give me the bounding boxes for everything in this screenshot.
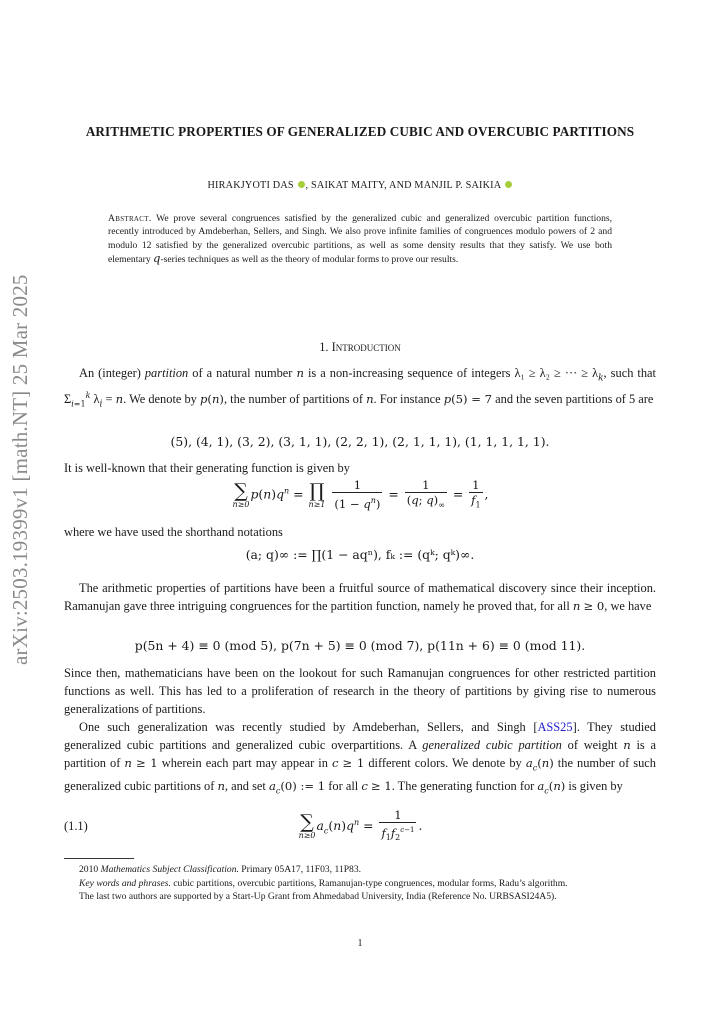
equation-number: (1.1) xyxy=(64,819,88,833)
equation-1-1: ∑ n≥0 $a_c(n)q^n$ = $\frac{1}{f_1f_2^{c-1}}$ . xyxy=(298,808,423,843)
keywords-text: cubic partitions, overcubic partitions, Ramanujan-type congruences, modular forms, Radu’s algorithm. xyxy=(170,877,568,889)
section-number: 1. xyxy=(319,340,329,354)
equation-generating-function: ∑ n≥0 $p(n)q^n$ = ∏ n≥1 $\frac{1}{(1 - q^n)}$ = $\frac{1}{(q; q)_\infty}$ = $\frac{1}{f_1}$ , xyxy=(232,478,489,512)
text-run: The arithmetic properties of partitions have been a fruitful source of mathematical discovery since their inception. Ramanujan gave three intriguing congruences for the partition function, namely he proved that, for all xyxy=(64,581,656,613)
arxiv-identifier: arXiv:2503.19399v1 [math.NT] 25 Mar 2025 xyxy=(8,274,32,665)
text-run: ]. They studied generalized cubic partitions and generalized cubic overpartitions. A xyxy=(64,720,656,752)
text-run: , and set xyxy=(224,779,269,794)
abstract xyxy=(108,212,612,267)
abstract-q: q xyxy=(153,251,161,266)
footnote-msc xyxy=(64,863,656,877)
equation-shorthand: (a; q)∞ := ∏(1 − aqⁿ), fₖ := (qᵏ; qᵏ)∞. xyxy=(245,547,475,562)
text-run: An (integer) xyxy=(79,366,145,380)
text-run: Since then, mathematicians have been on the lookout for such Ramanujan congruences for other restricted partition functions as well. This has led to a proliferation of research in the theory of partitions by giving rise to numerous generalizations of partitions. xyxy=(64,666,656,716)
section-title: Introduction xyxy=(331,340,401,354)
text-run: where we have used the shorthand notations xyxy=(64,525,283,539)
term-partition: partition xyxy=(144,366,189,380)
msc-text: Primary 05A17, 11F03, 11P83. xyxy=(238,864,362,875)
orcid-icon[interactable] xyxy=(298,181,305,188)
text-run: One such generalization was recently studied by Amdeberhan, Sellers, and Singh [ xyxy=(79,720,538,734)
author-line xyxy=(64,180,656,191)
footnote-rule xyxy=(64,858,134,859)
paragraph-since-then xyxy=(64,664,656,718)
text-run: . The generating function for xyxy=(391,779,538,794)
author-name-das: HIRAKJYOTI DAS xyxy=(207,180,294,191)
abstract-text-a: We prove several congruences satisfied by the generalized cubic and generalized overcubic partition functions, recently introduced by Amdeberhan, Sellers, and Singh. We also prove infinite families of congruences modulo powers of 2 and modulo 12 satisfied by the generalized overcubic partitions, as well as some density results that they satisfy. We use both elementary xyxy=(108,213,613,266)
text-run: different colors. We denote by xyxy=(364,756,526,770)
text-run: for all xyxy=(325,779,362,794)
text-run: is a non-increasing sequence of integers λ₁ ≥ λ₂ ≥ ··· ≥ λ xyxy=(303,366,599,380)
text-run: wherein each part may appear in xyxy=(157,756,332,770)
footnotes xyxy=(64,863,656,904)
footnote-keywords xyxy=(64,877,656,891)
keywords-label: Key words and phrases. xyxy=(79,877,171,889)
paragraph-shorthand xyxy=(64,523,656,541)
text-run: = xyxy=(102,392,116,407)
text-run: λ xyxy=(90,392,100,407)
paragraph-generating xyxy=(64,459,656,477)
text-run: the number of such generalized cubic partitions of xyxy=(64,756,656,794)
text-run: of a natural number xyxy=(188,366,297,380)
page-number: 1 xyxy=(357,938,363,949)
citation-link[interactable]: ASS25 xyxy=(537,720,573,734)
text-run: is given by xyxy=(565,779,623,794)
footnote-funding: The last two authors are supported by a Start-Up Grant from Ahmedabad University, India (Reference No. URBSASI24A5). xyxy=(79,891,557,903)
abstract-label: Abstract. xyxy=(108,213,152,224)
paragraph-generalization: One such generalization was recently studied by Amdeberhan, Sellers, and Singh [ASS25]. They studied generalized cubic partitions and generalized cubic overpartitions. A generalized cubic partition of weight n is a partition of n ≥ 1 wherein each part may appear in c ≥ 1 different colors. We denote by $a_c(n)$ the number of such generalized cubic partitions of n, and set $a_c(0)$ := 1 for all c ≥ 1. The generating function for $a_c(n)$ is given by xyxy=(64,720,657,796)
text-run: It is well-known that their generating function is given by xyxy=(64,461,350,475)
msc-year: 2010 xyxy=(79,864,101,875)
text-run: and the seven partitions of 5 are xyxy=(492,392,654,407)
paper-title: ARITHMETIC PROPERTIES OF GENERALIZED CUBIC AND OVERCUBIC PARTITIONS xyxy=(85,124,635,139)
author-names-rest: , SAIKAT MAITY, AND MANJIL P. SAIKIA xyxy=(305,180,501,191)
equation-partitions-of-5: (5), (4, 1), (3, 2), (3, 1, 1), (2, 2, 1), (2, 1, 1, 1), (1, 1, 1, 1, 1). xyxy=(170,434,550,449)
paragraph-intro: An (integer) partition of a natural number n is a non-increasing sequence of integers λ₁ ≥ λ₂ ≥ ··· ≥ $\lambda_k$, such that $\Sigma_{i=1}^k$ $\lambda_i = n$. We denote by p(n), the number of partitions of n. For instance p(5) = 7 and the seven partitions of 5 are xyxy=(64,366,656,411)
msc-label: Mathematics Subject Classification. xyxy=(100,864,239,875)
orcid-icon[interactable] xyxy=(505,181,512,188)
equation-ramanujan-congruences: p(5n + 4) ≡ 0 (mod 5), p(7n + 5) ≡ 0 (mod 7), p(11n + 6) ≡ 0 (mod 11). xyxy=(134,638,586,653)
text-run: , the number of partitions of xyxy=(223,392,367,407)
term-generalized-cubic-partition: generalized cubic partition xyxy=(422,738,562,752)
text-run: , we have xyxy=(604,599,652,613)
abstract-text-b: -series techniques as well as the theory of modular forms to prove our results. xyxy=(160,254,459,266)
text-run: . For instance xyxy=(373,392,444,407)
text-run: is a partition of xyxy=(64,738,657,770)
text-run: , such that Σ xyxy=(64,366,656,407)
text-run: . We denote by xyxy=(123,392,200,407)
section-heading xyxy=(64,340,656,355)
paragraph-ramanujan: The arithmetic properties of partitions have been a fruitful source of mathematical discovery since their inception. Ramanujan gave three intriguing congruences for the partition function, namely he proved that, for all n ≥ 0, we have xyxy=(64,581,656,613)
text-run: of weight xyxy=(561,738,624,752)
